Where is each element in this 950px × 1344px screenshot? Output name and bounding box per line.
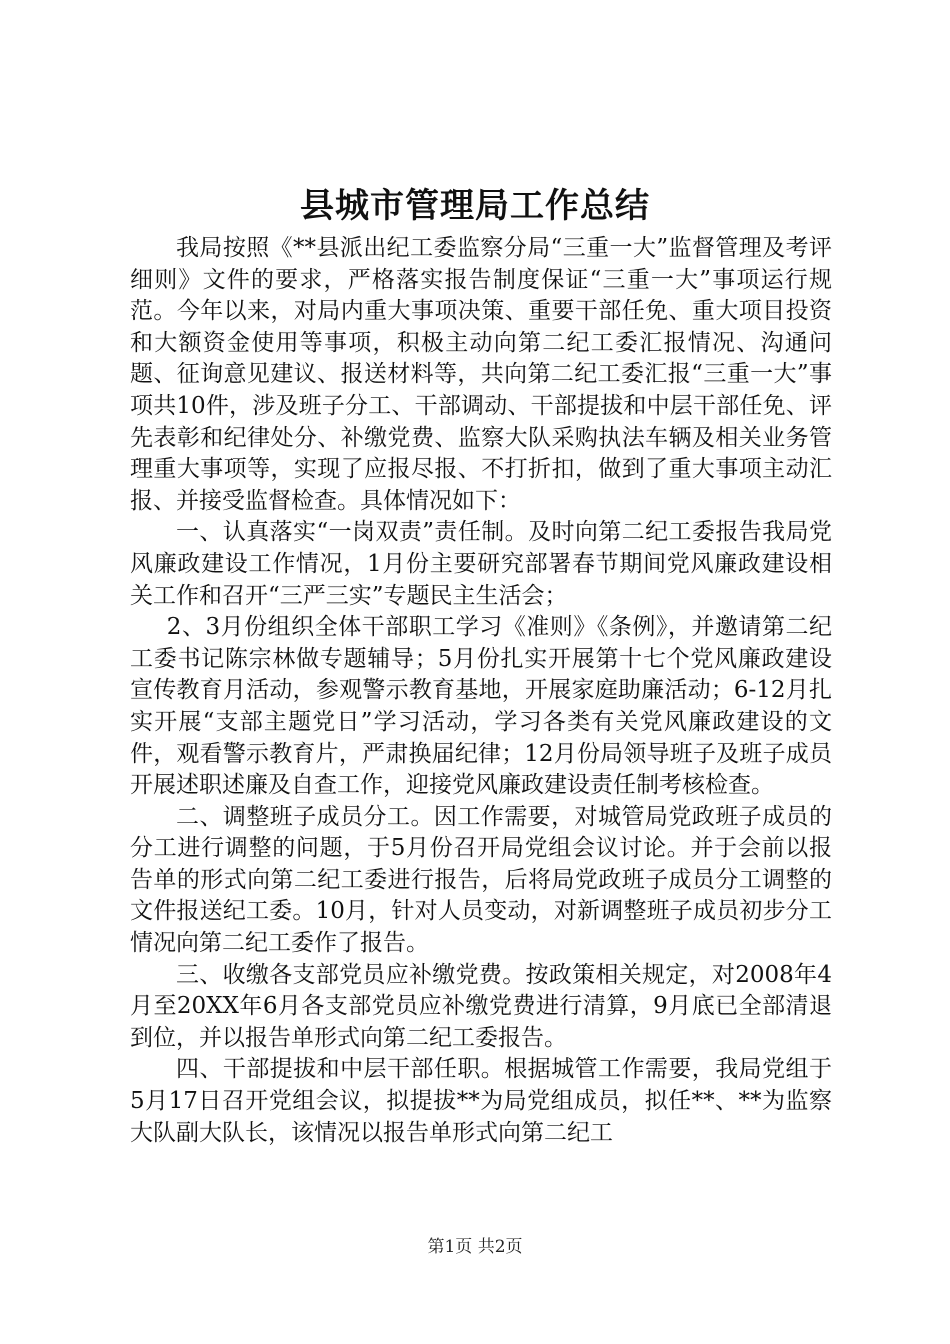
document-body <box>130 233 832 1149</box>
paragraph-section-2: 二、调整班子成员分工。因工作需要，对城管局党政班子成员的分工进行调整的问题，于5月份召开局党组会议讨论。并于会前以报告单的形式向第二纪工委进行报告，后将局党政班子成员分工调整的文件报送纪工委。10月，针对人员变动，对新调整班子成员初步分工情况向第二纪工委作了报告。 <box>130 803 832 957</box>
paragraph-section-1-continued: 2、3月份组织全体干部职工学习《准则》《条例》，并邀请第二纪工委书记陈宗林做专题辅导；5月份扎实开展第十七个党风廉政建设宣传教育月活动，参观警示教育基地，开展家庭助廉活动；6-12月扎实开展“支部主题党日”学习活动，学习各类有关党风廉政建设的文件，观看警示教育片，严肃换届纪律；12月份局领导班子及班子成员开展述职述廉及自查工作，迎接党风廉政建设责任制考核检查。 <box>130 614 832 799</box>
paragraph-section-1: 一、认真落实“一岗双责”责任制。及时向第二纪工委报告我局党风廉政建设工作情况，1月份主要研究部署春节期间党风廉政建设相关工作和召开“三严三实”专题民主生活会； <box>130 519 832 609</box>
paragraph-section-4: 四、干部提拔和中层干部任职。根据城管工作需要，我局党组于5月17日召开党组会议，拟提拔**为局党组成员，拟任**、**为监察大队副大队长，该情况以报告单形式向第二纪工 <box>130 1056 832 1146</box>
page-number: 第1页 共2页 <box>427 1237 523 1257</box>
paragraph-intro: 我局按照《**县派出纪工委监察分局“三重一大”监督管理及考评细则》文件的要求，严格落实报告制度保证“三重一大”事项运行规范。今年以来，对局内重大事项决策、重要干部任免、重大项目投资和大额资金使用等事项，积极主动向第二纪工委汇报情况、沟通问题、征询意见建议、报送材料等，共向第二纪工委汇报“三重一大”事项共10件，涉及班子分工、干部调动、干部提拔和中层干部任免、评先表彰和纪律处分、补缴党费、监察大队采购执法车辆及相关业务管理重大事项等，实现了应报尽报、不打折扣，做到了重大事项主动汇报、并接受监督检查。具体情况如下： <box>130 235 832 514</box>
paragraph-section-3: 三、收缴各支部党员应补缴党费。按政策相关规定，对2008年4月至20XX年6月各支部党员应补缴党费进行清算，9月底已全部清退到位，并以报告单形式向第二纪工委报告。 <box>130 961 832 1051</box>
document-title: 县城市管理局工作总结 <box>300 186 650 226</box>
